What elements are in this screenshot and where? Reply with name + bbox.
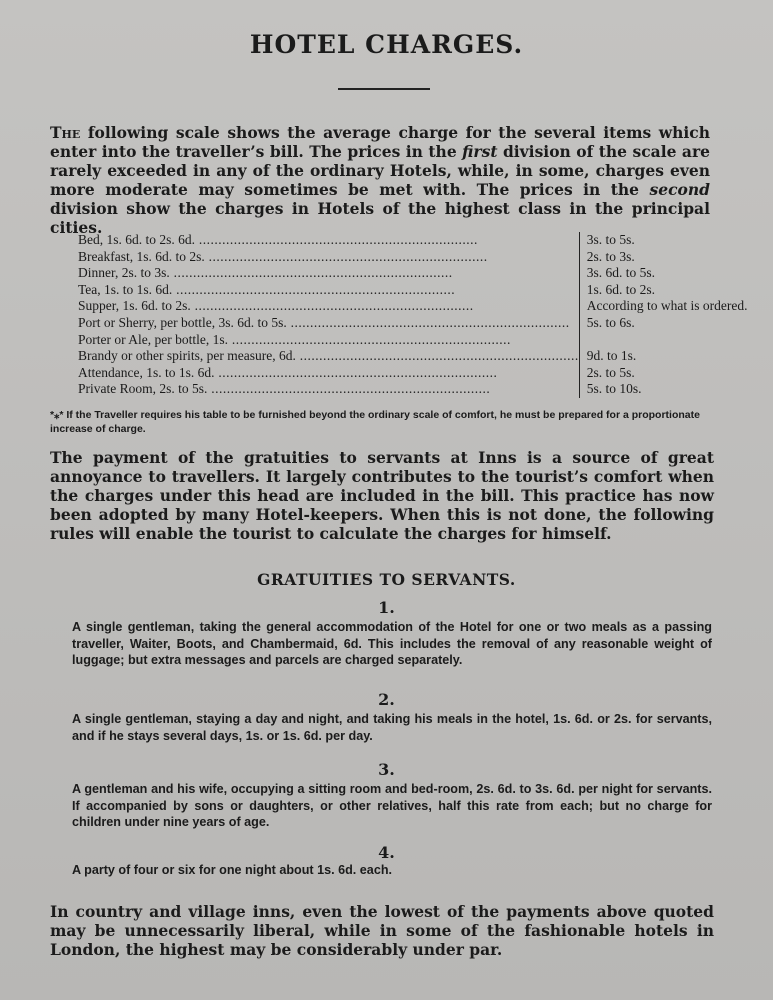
charge-high: 9d. to 1s.	[579, 348, 747, 365]
charge-item: Private Room, 2s. to 5s. .....	[78, 381, 490, 396]
charge-high: According to what is ordered.	[579, 298, 747, 315]
gratuities-paragraph: The payment of the gratuities to servants at Inns is a source of great annoyance to travellers. It largely contributes to the tourist’s comfort when the charges under this head are included in the bill. This practice has now been adopted by many Hotel-keepers. When this is not done, the following rules will enable the tourist to calculate the charges for himself.	[50, 448, 714, 543]
rule-number: 1.	[378, 598, 395, 617]
title-rule	[338, 88, 430, 90]
charges-table	[78, 232, 748, 398]
charge-high: 3s. to 5s.	[579, 232, 747, 249]
charge-item: Breakfast, 1s. 6d. to 2s. .....	[78, 249, 488, 264]
table-row	[78, 348, 748, 365]
charge-high: 2s. to 5s.	[579, 365, 747, 382]
charge-high: 2s. to 3s.	[579, 249, 747, 266]
intro-lead-word: The	[50, 123, 81, 142]
table-row	[78, 315, 748, 332]
intro-emphasis-second: second	[649, 180, 710, 199]
intro-paragraph	[50, 123, 710, 237]
gratuities-heading: GRATUITIES TO SERVANTS.	[257, 570, 516, 589]
intro-text-1: following scale shows the average charge for the several items which enter into the traveller’s bill. The prices in the	[50, 123, 710, 161]
charge-item: Brandy or other spirits, per measure, 6d. .....	[78, 348, 579, 363]
charge-high	[579, 332, 747, 349]
charge-item: Supper, 1s. 6d. to 2s. .....	[78, 298, 474, 313]
charge-high: 3s. 6d. to 5s.	[579, 265, 747, 282]
rule-number: 3.	[378, 760, 395, 779]
table-row	[78, 332, 748, 349]
rule-text: A single gentleman, staying a day and night, and taking his meals in the hotel, 1s. 6d. or 2s. for servants, and if he stays several days, 1s. or 1s. 6d. per day.	[72, 712, 712, 743]
table-row	[78, 249, 748, 266]
charge-item: Bed, 1s. 6d. to 2s. 6d. .....	[78, 232, 478, 247]
rule-number: 4.	[378, 843, 395, 862]
charge-item: Dinner, 2s. to 3s. .....	[78, 265, 453, 280]
charge-item: Attendance, 1s. to 1s. 6d. .....	[78, 365, 497, 380]
rule-text: A gentleman and his wife, occupying a sitting room and bed-room, 2s. 6d. to 3s. 6d. per night for servants. If accompanied by sons or daughters, or other relatives, half this rate from each; but no charge for children under nine years of age.	[72, 782, 712, 829]
table-row	[78, 381, 748, 398]
intro-text-3: division show the charges in Hotels of the highest class in the principal cities.	[50, 199, 710, 237]
table-row	[78, 232, 748, 249]
charge-item: Port or Sherry, per bottle, 3s. 6d. to 5s. .....	[78, 315, 570, 330]
charge-high: 5s. to 10s.	[579, 381, 747, 398]
table-row	[78, 298, 748, 315]
intro-emphasis-first: first	[462, 142, 498, 161]
rule-text: A single gentleman, taking the general accommodation of the Hotel for one or two meals as a passing traveller, Waiter, Boots, and Chambermaid, 6d. This includes the removal of any reasonable weight of luggage; but extra messages and parcels are charged separately.	[72, 620, 712, 667]
charge-high: 1s. 6d. to 2s.	[579, 282, 747, 299]
closing-paragraph: In country and village inns, even the lowest of the payments above quoted may be unnecessarily liberal, while in some of the fashionable hotels in London, the highest may be considerably under par.	[50, 902, 714, 959]
charge-item: Tea, 1s. to 1s. 6d. .....	[78, 282, 455, 297]
table-row	[78, 265, 748, 282]
charge-high: 5s. to 6s.	[579, 315, 747, 332]
table-row	[78, 365, 748, 382]
charge-item: Porter or Ale, per bottle, 1s. .....	[78, 332, 511, 347]
rule-number: 2.	[378, 690, 395, 709]
rule-text: A party of four or six for one night about 1s. 6d. each.	[72, 863, 393, 877]
table-row	[78, 282, 748, 299]
page-title: HOTEL CHARGES.	[249, 30, 524, 59]
intro-text-2: division of the scale are rarely exceeded in any of the ordinary Hotels, while, in some, charges even more moderate may sometimes be met with. The prices in the	[50, 142, 710, 199]
footnote: *⁎* If the Traveller requires his table to be furnished beyond the ordinary scale of comfort, he must be prepared for a proportionate increase of charge.	[50, 409, 700, 435]
